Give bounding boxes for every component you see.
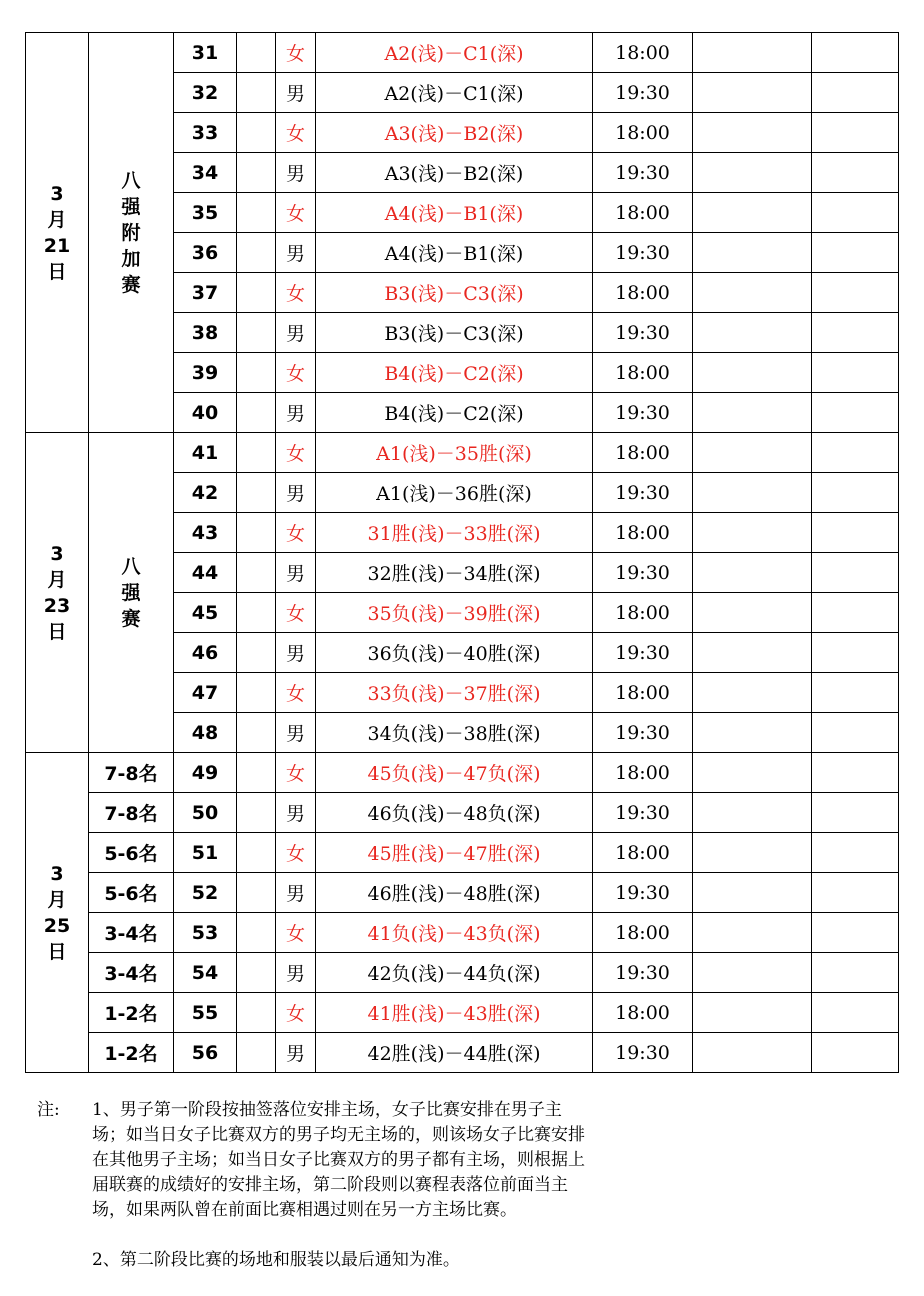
match-number-cell: 36 xyxy=(174,233,237,273)
gender-cell: 女 xyxy=(276,513,316,553)
note-1 xyxy=(92,1098,712,1223)
blank-cell xyxy=(693,473,812,513)
blank-cell xyxy=(693,953,812,993)
time-cell: 19:30 xyxy=(593,553,693,593)
blank-cell xyxy=(237,713,276,753)
gender-cell: 女 xyxy=(276,113,316,153)
matchup-cell: 45负(浅)－47负(深) xyxy=(316,753,593,793)
matchup-cell: 34负(浅)－38胜(深) xyxy=(316,713,593,753)
matchup-cell: B4(浅)－C2(深) xyxy=(316,393,593,433)
match-number-cell: 55 xyxy=(174,993,237,1033)
blank-cell xyxy=(237,473,276,513)
placement-cell: 7-8名 xyxy=(89,793,174,833)
match-number-cell: 42 xyxy=(174,473,237,513)
matchup-cell: A3(浅)－B2(深) xyxy=(316,153,593,193)
time-cell: 19:30 xyxy=(593,153,693,193)
blank-cell xyxy=(693,833,812,873)
match-number-cell: 35 xyxy=(174,193,237,233)
blank-cell xyxy=(693,793,812,833)
blank-cell xyxy=(693,193,812,233)
blank-cell xyxy=(237,33,276,73)
blank-cell xyxy=(812,273,899,313)
blank-cell xyxy=(237,73,276,113)
time-cell: 18:00 xyxy=(593,913,693,953)
time-cell: 18:00 xyxy=(593,593,693,633)
blank-cell xyxy=(812,1033,899,1073)
matchup-cell: B3(浅)－C3(深) xyxy=(316,313,593,353)
gender-cell: 男 xyxy=(276,313,316,353)
stage-text: 强 xyxy=(121,581,141,604)
blank-cell xyxy=(693,113,812,153)
blank-cell xyxy=(237,753,276,793)
matchup-cell: B3(浅)－C3(深) xyxy=(316,273,593,313)
date-text: 日 xyxy=(47,940,67,963)
placement-cell: 1-2名 xyxy=(89,1033,174,1073)
matchup-cell: 36负(浅)－40胜(深) xyxy=(316,633,593,673)
time-cell: 19:30 xyxy=(593,953,693,993)
time-cell: 19:30 xyxy=(593,393,693,433)
table-row xyxy=(26,953,899,993)
match-number-cell: 44 xyxy=(174,553,237,593)
notes-label: 注: xyxy=(37,1100,60,1120)
placement-cell: 7-8名 xyxy=(89,753,174,793)
blank-cell xyxy=(237,233,276,273)
gender-cell: 男 xyxy=(276,473,316,513)
time-cell: 19:30 xyxy=(593,73,693,113)
stage-text: 赛 xyxy=(121,273,141,296)
gender-cell: 女 xyxy=(276,913,316,953)
blank-cell xyxy=(693,713,812,753)
gender-cell: 男 xyxy=(276,1033,316,1073)
blank-cell xyxy=(812,753,899,793)
blank-cell xyxy=(693,273,812,313)
blank-cell xyxy=(237,993,276,1033)
matchup-cell: 35负(浅)－39胜(深) xyxy=(316,593,593,633)
date-text: 3 xyxy=(50,182,64,205)
matchup-cell: A4(浅)－B1(深) xyxy=(316,233,593,273)
matchup-cell: 45胜(浅)－47胜(深) xyxy=(316,833,593,873)
schedule-table xyxy=(25,32,899,1073)
time-cell: 19:30 xyxy=(593,873,693,913)
matchup-cell: 42负(浅)－44负(深) xyxy=(316,953,593,993)
time-cell: 18:00 xyxy=(593,113,693,153)
blank-cell xyxy=(237,793,276,833)
date-text: 21 xyxy=(43,234,71,257)
blank-cell xyxy=(237,553,276,593)
blank-cell xyxy=(693,593,812,633)
gender-cell: 男 xyxy=(276,233,316,273)
blank-cell xyxy=(693,633,812,673)
blank-cell xyxy=(693,313,812,353)
date-text: 3 xyxy=(50,542,64,565)
table-row xyxy=(26,1033,899,1073)
blank-cell xyxy=(812,313,899,353)
time-cell: 18:00 xyxy=(593,433,693,473)
blank-cell xyxy=(812,73,899,113)
blank-cell xyxy=(237,433,276,473)
blank-cell xyxy=(693,433,812,473)
match-number-cell: 56 xyxy=(174,1033,237,1073)
time-cell: 18:00 xyxy=(593,993,693,1033)
date-text: 日 xyxy=(47,620,67,643)
blank-cell xyxy=(237,593,276,633)
gender-cell: 男 xyxy=(276,153,316,193)
gender-cell: 男 xyxy=(276,633,316,673)
match-number-cell: 45 xyxy=(174,593,237,633)
match-number-cell: 41 xyxy=(174,433,237,473)
blank-cell xyxy=(812,913,899,953)
time-cell: 18:00 xyxy=(593,353,693,393)
gender-cell: 女 xyxy=(276,593,316,633)
blank-cell xyxy=(693,513,812,553)
match-number-cell: 49 xyxy=(174,753,237,793)
date-text: 月 xyxy=(47,888,67,911)
date-text: 23 xyxy=(43,594,71,617)
blank-cell xyxy=(237,673,276,713)
blank-cell xyxy=(237,633,276,673)
matchup-cell: 31胜(浅)－33胜(深) xyxy=(316,513,593,553)
blank-cell xyxy=(693,393,812,433)
blank-cell xyxy=(812,833,899,873)
stage-cell xyxy=(89,433,174,753)
gender-cell: 男 xyxy=(276,73,316,113)
note-1-line: 届联赛的成绩好的安排主场，第二阶段则以赛程表落位前面当主 xyxy=(92,1175,568,1195)
blank-cell xyxy=(812,593,899,633)
blank-cell xyxy=(693,913,812,953)
date-text: 月 xyxy=(47,568,67,591)
match-number-cell: 46 xyxy=(174,633,237,673)
gender-cell: 女 xyxy=(276,753,316,793)
blank-cell xyxy=(237,313,276,353)
date-text: 月 xyxy=(47,208,67,231)
match-number-cell: 39 xyxy=(174,353,237,393)
gender-cell: 男 xyxy=(276,953,316,993)
match-number-cell: 54 xyxy=(174,953,237,993)
match-number-cell: 34 xyxy=(174,153,237,193)
blank-cell xyxy=(812,553,899,593)
blank-cell xyxy=(693,993,812,1033)
gender-cell: 女 xyxy=(276,193,316,233)
blank-cell xyxy=(812,393,899,433)
gender-cell: 女 xyxy=(276,433,316,473)
blank-cell xyxy=(693,233,812,273)
gender-cell: 男 xyxy=(276,393,316,433)
match-number-cell: 32 xyxy=(174,73,237,113)
blank-cell xyxy=(812,33,899,73)
stage-text: 八 xyxy=(121,555,141,578)
gender-cell: 男 xyxy=(276,553,316,593)
matchup-cell: 41胜(浅)－43胜(深) xyxy=(316,993,593,1033)
blank-cell xyxy=(812,193,899,233)
gender-cell: 女 xyxy=(276,673,316,713)
blank-cell xyxy=(693,73,812,113)
date-text: 3 xyxy=(50,862,64,885)
note-2: 2、第二阶段比赛的场地和服装以最后通知为准。 xyxy=(92,1250,460,1270)
table-row xyxy=(26,993,899,1033)
gender-cell: 女 xyxy=(276,993,316,1033)
match-number-cell: 31 xyxy=(174,33,237,73)
placement-cell: 5-6名 xyxy=(89,833,174,873)
time-cell: 19:30 xyxy=(593,793,693,833)
gender-cell: 男 xyxy=(276,713,316,753)
match-number-cell: 48 xyxy=(174,713,237,753)
blank-cell xyxy=(812,433,899,473)
date-cell xyxy=(26,753,89,1073)
date-cell xyxy=(26,433,89,753)
time-cell: 19:30 xyxy=(593,713,693,753)
time-cell: 19:30 xyxy=(593,313,693,353)
blank-cell xyxy=(237,153,276,193)
time-cell: 18:00 xyxy=(593,753,693,793)
blank-cell xyxy=(693,873,812,913)
matchup-cell: A3(浅)－B2(深) xyxy=(316,113,593,153)
matchup-cell: A1(浅)－35胜(深) xyxy=(316,433,593,473)
blank-cell xyxy=(237,1033,276,1073)
blank-cell xyxy=(237,273,276,313)
time-cell: 19:30 xyxy=(593,473,693,513)
matchup-cell: A1(浅)－36胜(深) xyxy=(316,473,593,513)
match-number-cell: 52 xyxy=(174,873,237,913)
placement-cell: 3-4名 xyxy=(89,953,174,993)
time-cell: 19:30 xyxy=(593,1033,693,1073)
time-cell: 18:00 xyxy=(593,273,693,313)
time-cell: 18:00 xyxy=(593,513,693,553)
blank-cell xyxy=(237,113,276,153)
blank-cell xyxy=(812,673,899,713)
blank-cell xyxy=(812,473,899,513)
blank-cell xyxy=(693,1033,812,1073)
table-row xyxy=(26,833,899,873)
blank-cell xyxy=(237,353,276,393)
placement-cell: 1-2名 xyxy=(89,993,174,1033)
table-row xyxy=(26,753,899,793)
gender-cell: 女 xyxy=(276,353,316,393)
note-1-line: 场，如果两队曾在前面比赛相遇过则在另一方主场比赛。 xyxy=(92,1200,517,1220)
blank-cell xyxy=(237,913,276,953)
blank-cell xyxy=(812,513,899,553)
blank-cell xyxy=(237,393,276,433)
blank-cell xyxy=(693,353,812,393)
gender-cell: 女 xyxy=(276,273,316,313)
time-cell: 18:00 xyxy=(593,193,693,233)
stage-text: 赛 xyxy=(121,607,141,630)
time-cell: 18:00 xyxy=(593,833,693,873)
blank-cell xyxy=(237,873,276,913)
blank-cell xyxy=(237,833,276,873)
table-row xyxy=(26,433,899,473)
blank-cell xyxy=(812,953,899,993)
stage-text: 八 xyxy=(121,169,141,192)
matchup-cell: 41负(浅)－43负(深) xyxy=(316,913,593,953)
blank-cell xyxy=(237,193,276,233)
matchup-cell: 46胜(浅)－48胜(深) xyxy=(316,873,593,913)
match-number-cell: 53 xyxy=(174,913,237,953)
blank-cell xyxy=(237,513,276,553)
date-text: 25 xyxy=(43,914,71,937)
blank-cell xyxy=(812,793,899,833)
match-number-cell: 47 xyxy=(174,673,237,713)
table-row xyxy=(26,913,899,953)
blank-cell xyxy=(812,113,899,153)
table-row xyxy=(26,33,899,73)
placement-cell: 3-4名 xyxy=(89,913,174,953)
time-cell: 19:30 xyxy=(593,233,693,273)
gender-cell: 女 xyxy=(276,33,316,73)
blank-cell xyxy=(693,33,812,73)
placement-cell: 5-6名 xyxy=(89,873,174,913)
matchup-cell: 46负(浅)－48负(深) xyxy=(316,793,593,833)
blank-cell xyxy=(812,873,899,913)
match-number-cell: 51 xyxy=(174,833,237,873)
match-number-cell: 40 xyxy=(174,393,237,433)
schedule-body xyxy=(26,33,899,1073)
matchup-cell: A2(浅)－C1(深) xyxy=(316,73,593,113)
blank-cell xyxy=(693,553,812,593)
match-number-cell: 50 xyxy=(174,793,237,833)
date-cell xyxy=(26,33,89,433)
stage-text: 加 xyxy=(121,247,141,270)
match-number-cell: 37 xyxy=(174,273,237,313)
stage-cell xyxy=(89,33,174,433)
blank-cell xyxy=(693,673,812,713)
matchup-cell: 33负(浅)－37胜(深) xyxy=(316,673,593,713)
gender-cell: 男 xyxy=(276,873,316,913)
blank-cell xyxy=(693,153,812,193)
blank-cell xyxy=(812,233,899,273)
blank-cell xyxy=(693,753,812,793)
blank-cell xyxy=(812,153,899,193)
matchup-cell: 42胜(浅)－44胜(深) xyxy=(316,1033,593,1073)
date-text: 日 xyxy=(47,260,67,283)
time-cell: 19:30 xyxy=(593,633,693,673)
note-1-line: 在其他男子主场；如当日女子比赛双方的男子都有主场，则根据上 xyxy=(92,1150,585,1170)
blank-cell xyxy=(237,953,276,993)
stage-text: 附 xyxy=(121,221,141,244)
note-1-line: 场；如当日女子比赛双方的男子均无主场的，则该场女子比赛安排 xyxy=(92,1125,585,1145)
time-cell: 18:00 xyxy=(593,673,693,713)
blank-cell xyxy=(812,713,899,753)
table-row xyxy=(26,873,899,913)
stage-text: 强 xyxy=(121,195,141,218)
blank-cell xyxy=(812,353,899,393)
matchup-cell: A2(浅)－C1(深) xyxy=(316,33,593,73)
match-number-cell: 33 xyxy=(174,113,237,153)
match-number-cell: 43 xyxy=(174,513,237,553)
matchup-cell: B4(浅)－C2(深) xyxy=(316,353,593,393)
gender-cell: 女 xyxy=(276,833,316,873)
blank-cell xyxy=(812,993,899,1033)
gender-cell: 男 xyxy=(276,793,316,833)
match-number-cell: 38 xyxy=(174,313,237,353)
matchup-cell: A4(浅)－B1(深) xyxy=(316,193,593,233)
matchup-cell: 32胜(浅)－34胜(深) xyxy=(316,553,593,593)
table-row xyxy=(26,793,899,833)
note-1-line: 1、男子第一阶段按抽签落位安排主场，女子比赛安排在男子主 xyxy=(92,1100,562,1120)
time-cell: 18:00 xyxy=(593,33,693,73)
blank-cell xyxy=(812,633,899,673)
